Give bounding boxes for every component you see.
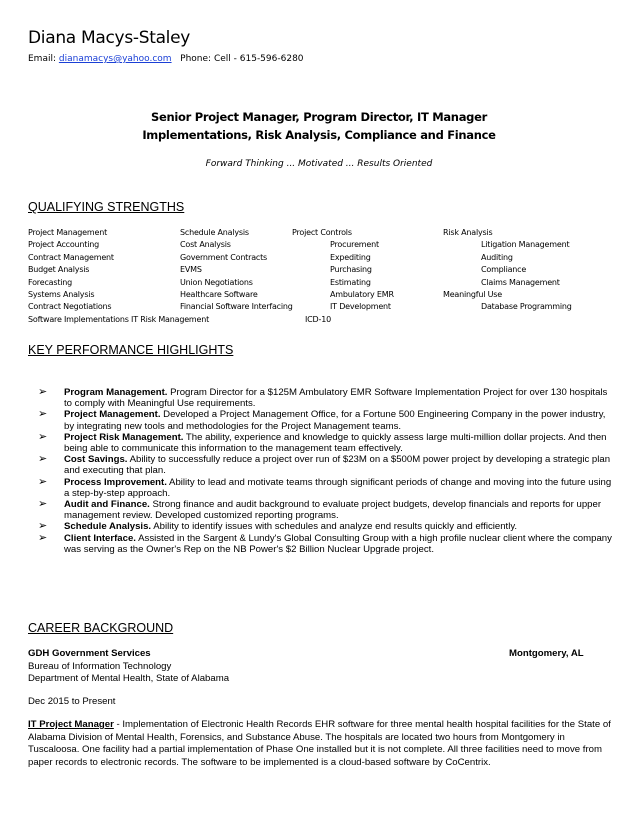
strength-item: EVMS bbox=[180, 265, 202, 275]
role-text: - Implementation of Electronic Health Records EHR software for three mental health hospital facilities for the State of Alabama Division of Mental Health, Forensics, and Substance Abuse. The hospitals are located two hours from Montgomery in Tuscaloosa. One facility had a partial implementation of Phase One installed but it is not complete. All three facilities need to move from paper records to electronic records. The software to be implemented is a cloud-based software by CoCentrix. bbox=[28, 719, 611, 768]
strength-item: Software Implementations IT Risk Management bbox=[28, 314, 210, 324]
strength-item: Project Controls bbox=[292, 228, 352, 237]
highlights-list bbox=[38, 387, 612, 555]
highlight-label: Program Management. bbox=[64, 387, 168, 398]
headline-line-1: Senior Project Manager, Program Director, IT Manager bbox=[151, 110, 487, 124]
arrow-bullet-icon: ➢ bbox=[38, 408, 48, 421]
arrow-bullet-icon: ➢ bbox=[38, 430, 48, 443]
highlight-label: Process Improvement. bbox=[64, 476, 167, 488]
strength-item: Budget Analysis bbox=[28, 265, 90, 275]
email-link[interactable]: dianamacys@yahoo.com bbox=[58, 54, 172, 64]
strength-item: Ambulatory EMR bbox=[330, 290, 394, 299]
highlight-label: Schedule Analysis. bbox=[64, 521, 152, 533]
strength-item: IT Development bbox=[330, 302, 391, 312]
strength-item: Litigation Management bbox=[481, 240, 570, 250]
arrow-bullet-icon: ➢ bbox=[38, 498, 48, 511]
strength-item: Compliance bbox=[481, 265, 527, 275]
strength-item: Purchasing bbox=[330, 265, 372, 275]
role-title: IT Project Manager bbox=[28, 719, 114, 730]
strength-item: Project Management bbox=[28, 228, 108, 237]
strength-item: Estimating bbox=[330, 277, 371, 287]
strength-item: Contract Management bbox=[28, 252, 114, 262]
highlight-label: Cost Savings. bbox=[64, 454, 128, 466]
highlight-text: Ability to identify issues with schedules and analyze end results quickly and efficiently. bbox=[151, 521, 518, 533]
role-description bbox=[28, 719, 612, 769]
email-label: Email: bbox=[28, 54, 57, 64]
highlight-item bbox=[38, 409, 612, 431]
employer-name: GDH Government Services bbox=[28, 648, 151, 659]
highlight-text: Assisted in the Sargent & Lundy's Global Consulting Group with a high profile nuclear client where the company was serving as the Owner's Rep on the NB Power's $2 Billion Nuclear Upgrade project. bbox=[64, 532, 612, 555]
arrow-bullet-icon: ➢ bbox=[38, 453, 48, 466]
candidate-name: Diana Macys-Staley bbox=[28, 28, 191, 48]
arrow-bullet-icon: ➢ bbox=[38, 531, 48, 544]
phone-number: Cell - 615-596-6280 bbox=[213, 54, 304, 64]
contact-line bbox=[28, 54, 304, 64]
tagline: Forward Thinking ... Motivated ... Results Oriented bbox=[205, 159, 433, 169]
strength-item: Claims Management bbox=[481, 277, 560, 287]
highlight-label: Audit and Finance. bbox=[64, 499, 150, 511]
strength-item: Schedule Analysis bbox=[180, 228, 249, 237]
phone-label: Phone: bbox=[180, 54, 212, 64]
section-title-strengths: QUALIFYING STRENGTHS bbox=[28, 200, 185, 214]
strength-item: Financial Software Interfacing bbox=[180, 302, 293, 312]
strength-item: Systems Analysis bbox=[28, 290, 95, 299]
highlight-label: Project Risk Management. bbox=[64, 431, 184, 443]
highlight-item bbox=[38, 521, 612, 532]
arrow-bullet-icon: ➢ bbox=[38, 475, 48, 488]
strength-item: Auditing bbox=[481, 252, 513, 262]
strength-item: Procurement bbox=[330, 240, 379, 250]
strength-item: Database Programming bbox=[481, 302, 572, 312]
arrow-bullet-icon: ➢ bbox=[38, 520, 48, 533]
strength-item: Meaningful Use bbox=[443, 290, 502, 299]
strength-item: Government Contracts bbox=[180, 252, 268, 262]
strength-item: Cost Analysis bbox=[180, 240, 231, 250]
headline-line-2: Implementations, Risk Analysis, Compliance and Finance bbox=[142, 128, 496, 142]
strength-item: Forecasting bbox=[28, 277, 73, 287]
strength-item: ICD-10 bbox=[305, 314, 331, 324]
strength-item: Contract Negotiations bbox=[28, 302, 112, 312]
highlight-item bbox=[38, 387, 612, 409]
arrow-bullet-icon: ➢ bbox=[38, 386, 48, 398]
department-1: Bureau of Information Technology bbox=[28, 661, 172, 672]
highlight-text: Program Director for a $125M Ambulatory EMR Software Implementation Project for over 130 hospitals to comply with Meaningful Use requirements. bbox=[64, 387, 608, 410]
section-title-highlights: KEY PERFORMANCE HIGHLIGHTS bbox=[28, 343, 234, 357]
highlight-item bbox=[38, 432, 612, 454]
strength-item: Project Accounting bbox=[28, 240, 99, 250]
highlight-text: The ability, experience and knowledge to quickly assess large multi-million dollar projects. And then being able to communicate this information to the management team effectively. bbox=[64, 431, 607, 455]
strength-item: Expediting bbox=[330, 252, 371, 262]
highlight-text: Strong finance and audit background to evaluate project budgets, develop financials and reports for upper management review. Developed customized reporting programs. bbox=[64, 499, 602, 522]
strength-item: Union Negotiations bbox=[180, 277, 253, 287]
highlight-label: Client Interface. bbox=[64, 532, 136, 544]
highlight-item bbox=[38, 477, 612, 499]
employment-dates: Dec 2015 to Present bbox=[28, 696, 116, 707]
highlight-text: Ability to lead and motivate teams through significant periods of change and moving into the future using a step-by-step approach. bbox=[64, 476, 612, 499]
highlight-item bbox=[38, 499, 612, 521]
highlight-item bbox=[38, 533, 612, 555]
strength-item: Healthcare Software bbox=[180, 290, 258, 299]
section-title-career: CAREER BACKGROUND bbox=[28, 621, 174, 635]
department-2: Department of Mental Health, State of Alabama bbox=[28, 673, 230, 684]
highlight-text: Developed a Project Management Office, for a Fortune 500 Engineering Company in the power industry, by integrating new tools and methodologies for the Project Management teams. bbox=[64, 409, 606, 432]
strength-item: Risk Analysis bbox=[443, 228, 493, 237]
highlight-text: Ability to successfully reduce a project over run of $23M on a $500M power project by developing a strategic plan and executing that plan. bbox=[64, 454, 611, 477]
highlight-item bbox=[38, 454, 612, 476]
employer-location: Montgomery, AL bbox=[509, 648, 584, 659]
highlight-label: Project Management. bbox=[64, 409, 161, 421]
